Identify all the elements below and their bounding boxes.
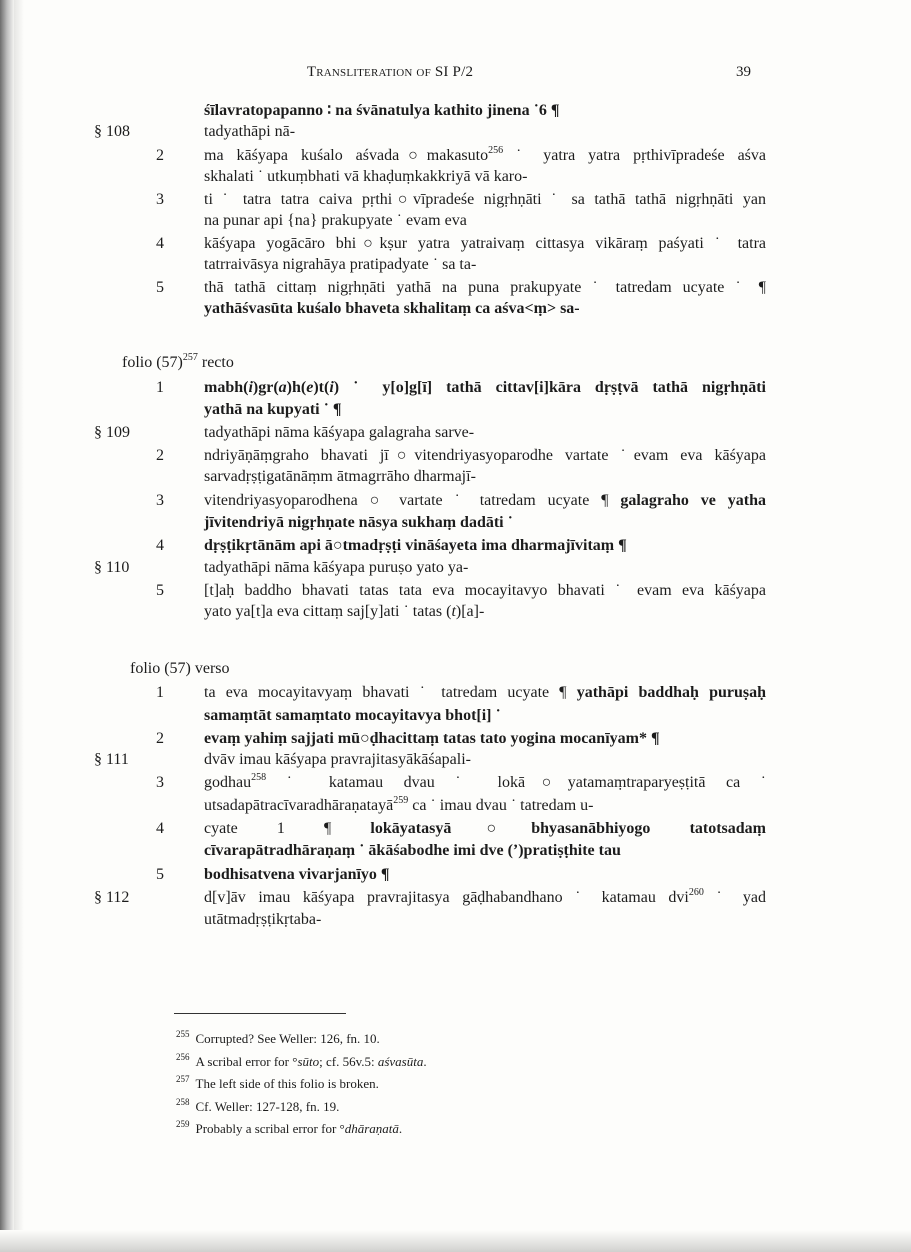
line-text — [204, 100, 766, 122]
text-segment: yato ya[t]a eva cittaṃ saj[y]ati ˙ tatas ( — [204, 603, 452, 620]
line-number: 2 — [156, 730, 164, 747]
line-text — [204, 298, 766, 320]
line-number: 4 — [156, 820, 164, 837]
footnote-ref: 260 — [688, 887, 704, 898]
text-segment: kāśyapa yogācāro bhi○kṣur yatra yatraivaṃ cittasya vikāraṃ paśyati ˙ tatra — [204, 235, 766, 252]
text-line — [0, 277, 911, 299]
text-line — [0, 887, 911, 909]
text-segment: cyate 1 ¶ — [204, 820, 371, 837]
text-segment: i — [248, 379, 253, 396]
line-text — [204, 601, 766, 623]
text-line — [0, 682, 911, 704]
line-text — [204, 399, 766, 421]
text-segment: tadyathāpi nāma kāśyapa puruṣo yato ya- — [204, 559, 469, 576]
text-line — [0, 399, 911, 421]
line-text — [204, 887, 766, 909]
text-line — [0, 210, 911, 232]
text-line — [0, 601, 911, 623]
text-line — [0, 189, 911, 211]
text-line — [0, 535, 911, 557]
line-text — [204, 840, 766, 862]
text-segment: mabh( — [204, 379, 249, 396]
line-text — [204, 512, 766, 534]
text-segment: A scribal error for ° — [195, 1053, 298, 1069]
section-number: § 111 — [94, 751, 129, 768]
text-line — [0, 377, 911, 399]
section-number: § 110 — [94, 559, 130, 576]
text-segment: dhāraṇatā — [344, 1121, 399, 1136]
line-text — [204, 166, 766, 188]
text-segment: ) ˙ y[o]g[ī] tathā cittav[i]kāra dṛṣṭvā tathā nigṛhṇāti — [333, 379, 766, 396]
text-segment: bodhisatvena vivarjanīyo ¶ — [204, 866, 390, 883]
line-text — [204, 277, 766, 299]
text-segment: The left side of this folio is broken. — [195, 1076, 379, 1091]
text-segment: folio (57) — [122, 354, 183, 371]
footnote-number: 258 — [176, 1096, 190, 1107]
text-line — [0, 795, 911, 817]
text-segment: cīvarapātradhāraṇaṃ ˙ ākāśabodhe imi dve (’)pratiṣṭhite tau — [204, 842, 621, 859]
line-text — [204, 864, 766, 886]
text-line — [0, 909, 911, 931]
line-number: 3 — [156, 191, 164, 208]
line-text — [204, 535, 766, 557]
text-segment: sarvadṛṣṭigatānāṃm ātmagrrāho dharmajī- — [204, 468, 476, 485]
line-number: 4 — [156, 537, 164, 554]
line-number: 3 — [156, 492, 164, 509]
text-segment: vitendriyasyoparodhena ○ vartate ˙ tatredam ucyate ¶ — [204, 492, 621, 509]
line-number: 1 — [156, 684, 164, 701]
text-line — [0, 233, 911, 255]
line-text — [204, 580, 766, 602]
line-text — [204, 189, 766, 211]
text-line — [0, 840, 911, 862]
footnote-number: 255 — [176, 1029, 190, 1039]
line-text — [204, 490, 766, 512]
text-segment: tadyathāpi nāma kāśyapa galagraha sarve- — [204, 424, 475, 441]
running-title: Transliteration of SI P/2 — [306, 64, 474, 80]
text-segment: ta eva mocayitavyaṃ bhavati ˙ tatredam ucyate ¶ — [204, 684, 577, 701]
text-segment: aśvasūta — [377, 1053, 424, 1069]
text-segment: yathāśvasūta kuśalo bhaveta skhalitaṃ ca aśva<ṃ> sa- — [204, 300, 580, 317]
text-line — [0, 749, 911, 771]
text-segment: galagraho ve yatha — [620, 492, 766, 509]
text-segment: sūto — [297, 1053, 320, 1069]
line-text — [204, 818, 766, 840]
text-segment: śīlavratopapanno ∶ na śvānatulya kathito jinena ˙6 ¶ — [204, 102, 560, 119]
footnote-ref: 259 — [393, 795, 409, 806]
line-text — [204, 466, 766, 488]
line-number: 5 — [156, 582, 164, 599]
text-segment: Probably a scribal error for ° — [195, 1121, 345, 1136]
text-segment: godhau — [204, 774, 252, 791]
line-text — [204, 795, 766, 817]
footnote — [176, 1048, 427, 1071]
text-line — [0, 490, 911, 512]
line-text — [204, 705, 766, 727]
line-text — [204, 772, 766, 794]
footnote-ref: 258 — [251, 772, 267, 783]
text-line — [0, 145, 911, 167]
text-segment: d[v]āv imau kāśyapa pravrajitasya gāḍhabandhano ˙ katamau dvi — [204, 889, 689, 906]
text-segment: na punar api {na} prakupyate ˙ evam eva — [204, 212, 467, 229]
line-number: 1 — [156, 379, 164, 396]
section-number: § 112 — [94, 889, 130, 906]
text-line — [0, 512, 911, 534]
text-line — [0, 466, 911, 488]
footnote-number: 259 — [176, 1119, 190, 1129]
footnote-ref: 257 — [182, 352, 198, 363]
text-segment: )t( — [313, 379, 330, 396]
section-number: § 109 — [94, 424, 130, 441]
line-number: 4 — [156, 235, 164, 252]
line-text — [204, 121, 766, 143]
text-segment: ˙ katamau dvau ˙ lokā○yatamaṃtraparyeṣṭitā ca ˙ — [266, 774, 766, 791]
text-segment: i — [329, 379, 334, 396]
line-text — [204, 254, 766, 276]
text-segment: ndriyāṇāṃgraho bhavati jī○vitendriyasyoparodhe vartate ˙evam eva kāśyapa — [204, 447, 766, 464]
text-segment: . — [423, 1053, 427, 1069]
footnote-divider — [174, 1013, 346, 1014]
text-segment: samaṃtāt samaṃtato mocayitavya bhot[i] ˙ — [204, 707, 501, 724]
text-line — [0, 166, 911, 188]
text-segment: jīvitendriyā nigṛhṇate nāsya sukhaṃ dadāti ˙ — [204, 514, 513, 531]
text-line — [0, 580, 911, 602]
footnote-ref: 256 — [488, 145, 504, 156]
text-segment: yathāpi baddhaḥ puruṣaḥ — [576, 684, 767, 701]
text-segment: skhalati ˙ utkuṃbhati vā khaḍuṃkakkriyā vā karo- — [204, 168, 528, 185]
text-line — [0, 705, 911, 727]
footnote-number: 257 — [176, 1074, 190, 1084]
text-line — [0, 864, 911, 886]
folio-heading — [0, 658, 911, 680]
text-segment: . — [398, 1121, 403, 1136]
scan-bottom-edge — [0, 1230, 911, 1252]
text-segment: folio (57) verso — [130, 660, 230, 677]
text-segment: lokāyatasyā○bhyasanābhiyogo tatotsadaṃ — [370, 820, 766, 837]
line-text — [130, 658, 230, 680]
text-segment: e — [306, 379, 314, 396]
text-line — [0, 445, 911, 467]
line-text — [204, 728, 766, 750]
text-segment: dṛṣṭikṛtānām api ā○tmadṛṣṭi vināśayeta ima dharmajīvitaṃ ¶ — [204, 537, 627, 554]
line-number: 5 — [156, 279, 164, 296]
line-text — [122, 352, 234, 374]
folio-heading — [0, 352, 911, 374]
line-text — [204, 210, 766, 232]
text-segment: [t]aḥ baddho bhavati tatas tata eva mocayitavyo bhavati ˙ evam eva kāśyapa — [204, 582, 766, 599]
line-text — [204, 682, 766, 704]
text-line — [0, 728, 911, 750]
text-segment: Corrupted? See Weller: 126, fn. 10. — [195, 1031, 380, 1046]
text-segment: )h( — [286, 379, 307, 396]
text-segment: Cf. Weller: 127-128, fn. 19. — [195, 1098, 340, 1114]
text-line — [0, 422, 911, 444]
line-text — [204, 557, 766, 579]
text-line — [0, 254, 911, 276]
text-segment: utsadapātracīvaradhāraṇatayā — [204, 797, 394, 814]
text-segment: ˙ yad — [703, 889, 767, 906]
text-line — [0, 100, 911, 122]
text-segment: ti ˙ tatra tatra caiva pṛthi○vīpradeśe nigṛhṇāti ˙ sa tathā tathā nigṛhṇāti yan — [204, 191, 766, 208]
text-line — [0, 557, 911, 579]
line-text — [204, 909, 766, 931]
text-line — [0, 772, 911, 794]
line-text — [204, 145, 766, 167]
text-segment: tatrraivāsya nigrahāya pratipadyate ˙ sa ta- — [204, 256, 477, 273]
footnote — [176, 1115, 402, 1138]
text-segment: utātmadṛṣṭikṛtaba- — [204, 911, 322, 928]
text-line — [0, 121, 911, 143]
line-text — [204, 445, 766, 467]
text-segment: ca ˙ imau dvau ˙ tatredam u- — [408, 797, 594, 814]
line-text — [204, 749, 766, 771]
text-segment: a — [278, 379, 287, 396]
footnote — [176, 1093, 339, 1116]
text-segment: evaṃ yahiṃ sajjati mū○ḍhacittaṃ tatas tato yogina mocanīyam* ¶ — [204, 730, 660, 747]
text-line — [0, 818, 911, 840]
text-segment: ; cf. 56v.5: — [319, 1053, 378, 1069]
footnote — [176, 1025, 380, 1048]
page-number: 39 — [736, 64, 751, 80]
section-number: § 108 — [94, 123, 130, 140]
line-text — [204, 233, 766, 255]
line-number: 2 — [156, 147, 164, 164]
line-number: 5 — [156, 866, 164, 883]
text-segment: ma kāśyapa kuśalo aśvada○makasuto — [204, 147, 489, 164]
text-segment: t — [451, 603, 456, 620]
text-segment: )[a]- — [455, 603, 485, 620]
text-segment: )gr( — [252, 379, 279, 396]
line-text — [204, 422, 766, 444]
footnote-number: 256 — [176, 1051, 190, 1062]
text-line — [0, 298, 911, 320]
line-text — [204, 377, 766, 399]
text-segment: ˙ yatra yatra pṛthivīpradeśe aśva — [503, 147, 766, 164]
text-segment: tadyathāpi nā- — [204, 123, 296, 140]
line-number: 3 — [156, 774, 164, 791]
text-segment: recto — [197, 354, 234, 371]
text-segment: thā tathā cittaṃ nigṛhṇāti yathā na puna prakupyate ˙ tatredam ucyate ˙ ¶ — [204, 279, 766, 296]
line-number: 2 — [156, 447, 164, 464]
text-segment: yathā na kupyati ˙ ¶ — [204, 401, 342, 418]
text-segment: dvāv imau kāśyapa pravrajitasyākāśapali- — [204, 751, 471, 768]
footnote — [176, 1070, 379, 1093]
